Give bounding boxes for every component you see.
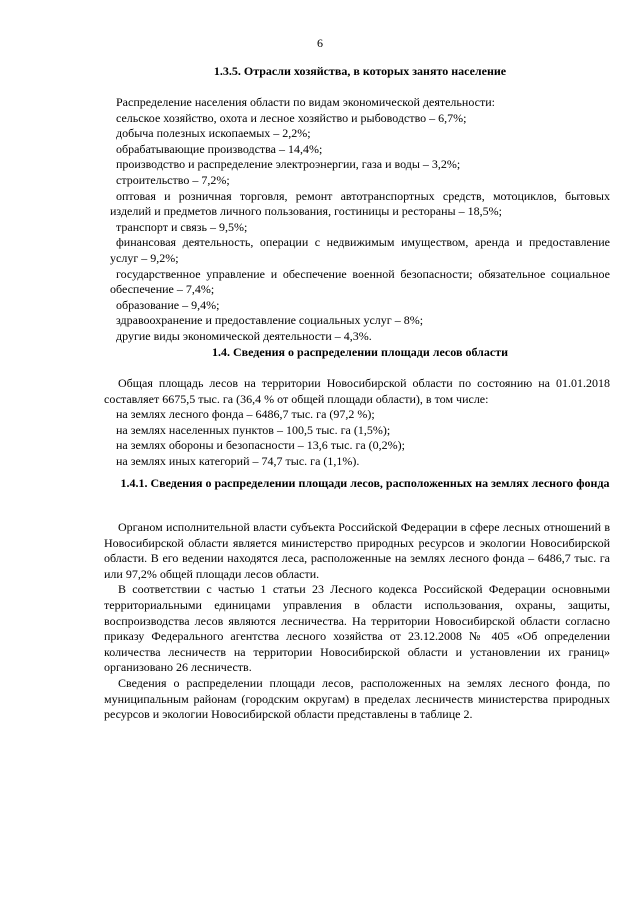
paragraph: В соответствии с частью 1 статьи 23 Лесного кодекса Российской Федерации основными территориальными единицами управления в области использования, охраны, защиты, воспроизводства лесов являются лесничества. На территории Новосибирской области согласно приказу Федерального агентства лесного хозяйства от 23.12.2008 № 405 «Об определении количества лесничеств на территории Новосибирской области и установлении их границ» организовано 26 лесничеств.	[104, 582, 610, 675]
list-intro: Распределение населения области по видам экономической деятельности:	[116, 95, 495, 109]
list-item: здравоохранение и предоставление социальных услуг – 8%;	[116, 313, 424, 328]
list-item: другие виды экономической деятельности – 4,3%.	[116, 328, 372, 343]
list-item: добыча полезных ископаемых – 2,2%;	[116, 126, 311, 141]
list-item: государственное управление и обеспечение военной безопасности; обязательное социальное обеспечение – 7,4%;	[110, 266, 610, 297]
paragraph: Органом исполнительной власти субъекта Российской Федерации в сфере лесных отношений в Новосибирской области является министерство природных ресурсов и экологии Новосибирской области. В его ведении находятся леса, расположенные на землях лесного фонда – 6486,7 тыс. га или 97,2% общей площади лесов области.	[104, 520, 610, 581]
section-135-heading: 1.3.5. Отрасли хозяйства, в которых занято население	[213, 64, 507, 78]
list-item: оптовая и розничная торговля, ремонт автотранспортных средств, мотоциклов, бытовых изделий и предметов личного пользования, гостиницы и рестораны – 18,5%;	[110, 188, 610, 219]
section-14-body	[104, 376, 610, 470]
list-item: строительство – 7,2%;	[116, 172, 230, 187]
list-item: образование – 9,4%;	[116, 297, 220, 312]
section-14-heading: 1.4. Сведения о распределении площади лесов области	[211, 345, 509, 359]
paragraph: Сведения о распределении площади лесов, расположенных на землях лесного фонда, по муниципальным районам (городским округам) в пределах лесничеств министерства природных ресурсов и экологии Новосибирской области представлены в таблице 2.	[104, 675, 610, 722]
list-item: на землях населенных пунктов – 100,5 тыс. га (1,5%);	[116, 422, 391, 437]
page-number: 6	[317, 36, 323, 50]
section-141-body	[104, 520, 610, 723]
list-item: на землях лесного фонда – 6486,7 тыс. га (97,2 %);	[116, 407, 375, 422]
list-item: обрабатывающие производства – 14,4%;	[116, 141, 323, 156]
list-item: на землях обороны и безопасности – 13,6 тыс. га (0,2%);	[116, 438, 406, 453]
list-item: сельское хозяйство, охота и лесное хозяйство и рыбоводство – 6,7%;	[116, 110, 467, 125]
list-item: финансовая деятельность, операции с недвижимым имуществом, аренда и предоставление услуг – 9,2%;	[110, 235, 610, 265]
list-item: производство и распределение электроэнергии, газа и воды – 3,2%;	[116, 157, 461, 172]
section-141-heading: 1.4.1. Сведения о распределении площади лесов, расположенных на землях лесного фонда	[120, 476, 610, 490]
section-14-intro: Общая площадь лесов на территории Новосибирской области по состоянию на 01.01.2018 составляет 6675,5 тыс. га (36,4 % от общей площади области), в том числе:	[104, 376, 610, 406]
list-item: транспорт и связь – 9,5%;	[116, 219, 248, 234]
list-item: на землях иных категорий – 74,7 тыс. га (1,1%).	[116, 453, 360, 468]
section-135-body	[110, 95, 610, 345]
